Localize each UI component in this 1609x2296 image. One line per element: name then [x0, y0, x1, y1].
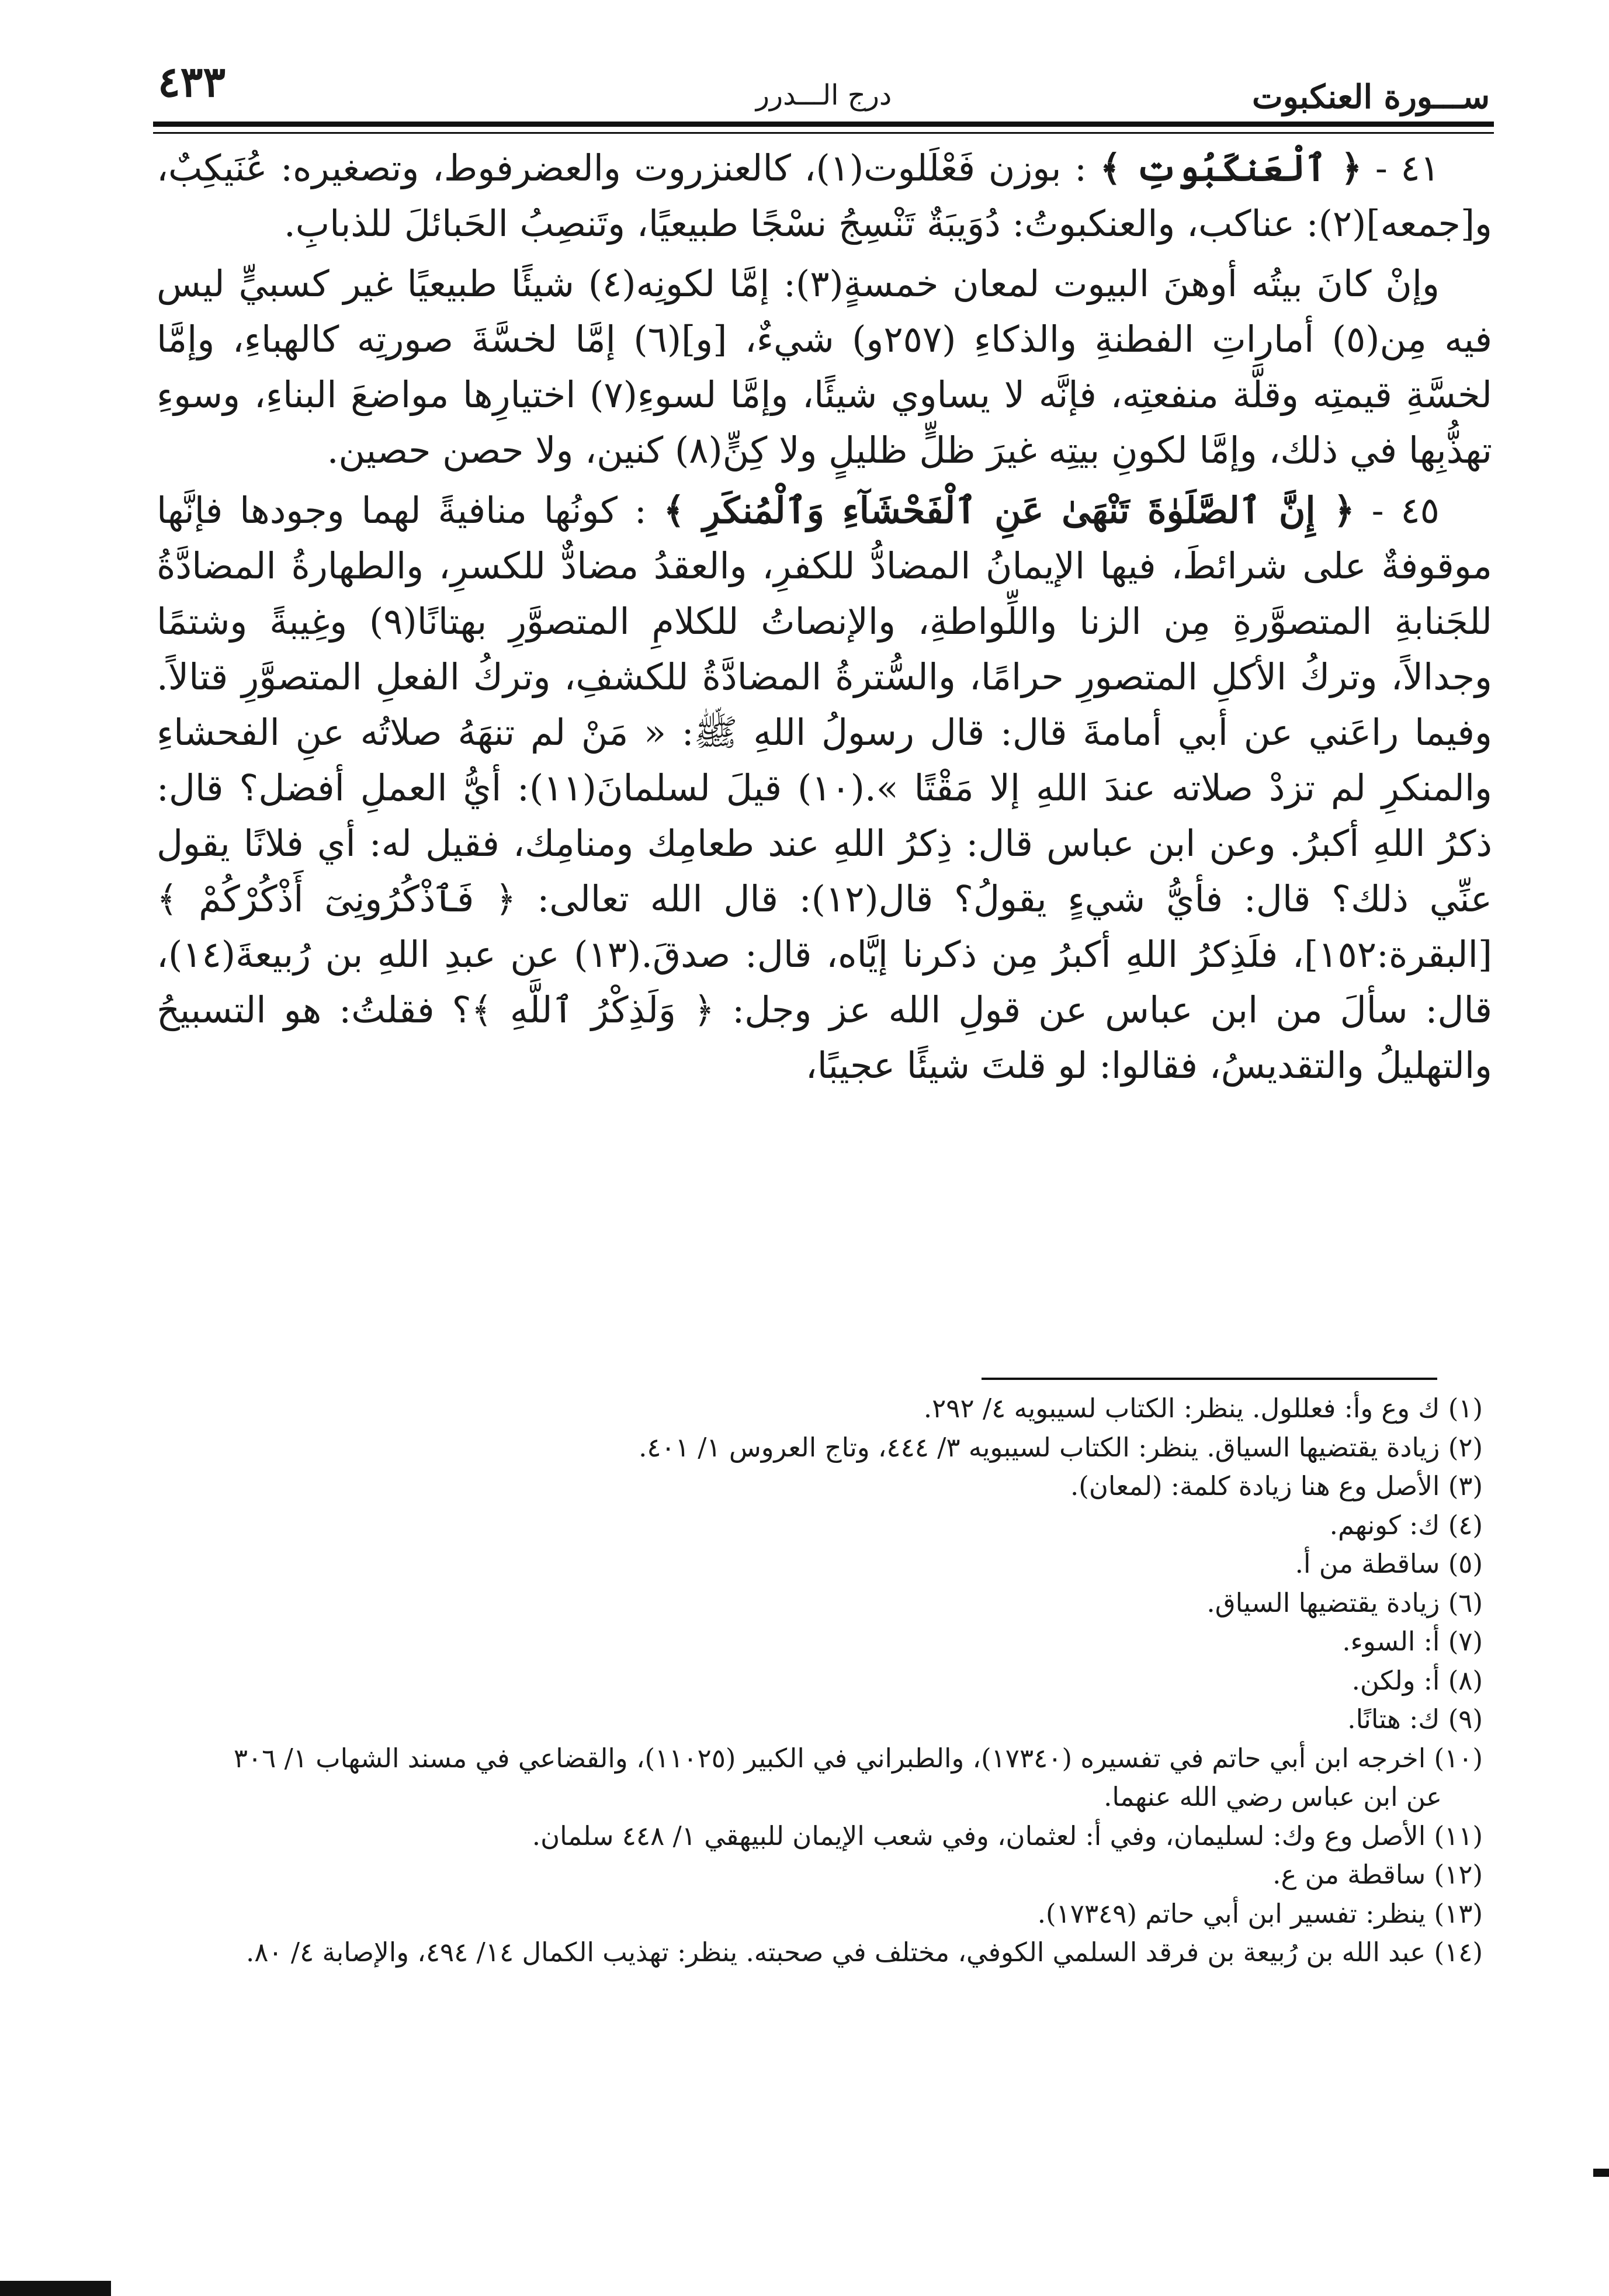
- verse-number: ٤٥ -: [1371, 489, 1440, 532]
- page-number: ٤٣٣: [158, 57, 226, 106]
- paragraph-spider-house: [157, 256, 1492, 478]
- paragraph-verse-41: [157, 140, 1492, 251]
- footnote-separator: [982, 1378, 1437, 1380]
- footnote-3: (٣) الأصل وع هنا زيادة كلمة: (لمعان).: [1070, 1470, 1483, 1501]
- scan-corner-mark: [0, 2281, 111, 2296]
- footnote-10-continued: عن ابن عباس رضي الله عنهما.: [1104, 1781, 1442, 1812]
- quran-quote: ﴿ إِنَّ ٱلصَّلَوٰةَ تَنْهَىٰ عَنِ ٱلْفَحْشَآءِ وَٱلْمُنكَرِ ﴾: [663, 489, 1355, 532]
- paragraph-verse-45: [157, 483, 1492, 1093]
- paragraph-text: : كونُها منافيةً لهما وجودها فإنَّها موقوفةٌ على شرائطَ، فيها الإيمانُ المضادُّ للكفرِ، والعقدُ مضادٌّ للكسرِ، والطهارةُ المضادَّةُ للجَنابةِ المتصوَّرةِ مِن الزنا واللِّواطةِ، والإنصاتُ للكلامِ المتصوَّرِ بهتانًا(٩) وغِيبةً وشتمًا وجدالاً، وتركُ الأكلِ المتصورِ حرامًا، والسُّترةُ المضادَّةُ للكشفِ، وتركُ الفعلِ المتصوَّرِ قتالاً. وفيما راعَني عن أبي أمامةَ قال: قال رسولُ اللهِ ﷺ: « مَنْ لم تنهَهُ صلاتُه عنِ الفحشاءِ والمنكرِ لم تزدْ صلاته عندَ اللهِ إلا مَقْتًا ».(١٠) قيلَ لسلمانَ(١١): أيُّ العملِ أفضل؟ قال: ذكرُ اللهِ أكبرُ. وعن ابن عباس قال: ذِكرُ اللهِ عند طعامِك ومنامِك، فقيل له: أي فلانًا يقول عنِّي ذلك؟ قال: فأيُّ شيءٍ يقولُ؟ قال(١٢): قال الله تعالى: ﴿ فَٱذْكُرُونِىٓ أَذْكُرْكُمْ ﴾ [البقرة:١٥٢]، فلَذِكرُ اللهِ أكبرُ مِن ذكرنا إيَّاه، قال: صدقَ.(١٣) عن عبدِ اللهِ بن رُبيعةَ(١٤)، قال: سألَ من ابن عباس عن قولِ الله عز وجل: ﴿ وَلَذِكْرُ ٱللَّهِ ﴾؟ فقلتُ: هو التسبيحُ والتهليلُ والتقديسُ، فقالوا: لو قلتَ شيئًا عجيبًا،: [157, 489, 1492, 1087]
- footnote-13: (١٣) ينظر: تفسير ابن أبي حاتم (١٧٣٤٩).: [1037, 1898, 1483, 1929]
- footnotes: [157, 1389, 1483, 2207]
- footnote-4: (٤) ك: كونهم.: [1329, 1509, 1483, 1541]
- paragraph-text: : بوزن فَعْلَلوت(١)، كالعنزروت والعضرفوط، وتصغيره: عُنَيكِبٌ، و[جمعه](٢): عناكب، والعنكبوتُ: دُوَيبَةٌ تَنْسِجُ نسْجًا طبيعيًا، وتَنصِبُ الحَبائلَ للذبابِ.: [157, 147, 1492, 245]
- footnote-12: (١٢) ساقطة من ع.: [1272, 1859, 1483, 1890]
- footnote-9: (٩) ك: هتانًا.: [1347, 1704, 1483, 1735]
- verse-number: ٤١ -: [1375, 147, 1440, 189]
- footnote-1: (١) ك وع وأ: فعللول. ينظر: الكتاب لسيبويه ٤/ ٢٩٢.: [923, 1393, 1483, 1424]
- footnote-6: (٦) زيادة يقتضيها السياق.: [1206, 1587, 1483, 1618]
- footnote-8: (٨) أ: ولكن.: [1351, 1664, 1483, 1696]
- footnote-10: (١٠) اخرجه ابن أبي حاتم في تفسيره (١٧٣٤٠)، والطبراني في الكبير (١١٠٢٥)، والقضاعي في مسند الشهاب ١/ ٣٠٦: [233, 1742, 1483, 1774]
- footnote-2: (٢) زيادة يقتضيها السياق. ينظر: الكتاب لسيبويه ٣/ ٤٤٤، وتاج العروس ١/ ٤٠١.: [639, 1431, 1483, 1463]
- footnote-7: (٧) أ: السوء.: [1342, 1626, 1483, 1657]
- paragraph-text: وإنْ كانَ بيتُه أوهنَ البيوت لمعان خمسةٍ(٣): إمَّا لكونِه(٤) شيئًا طبيعيًا غير كسبيٍّ ليس فيه مِن(٥) أماراتِ الفطنةِ والذكاءِ (٢٥٧و) شيءٌ، [و](٦) إمَّا لخسَّةَ صورتِه كالهباءِ، وإمَّا لخسَّةِ قيمتِه وقلَّة منفعتِه، فإنَّه لا يساوي شيئًا، وإمَّا لسوءِ(٧) اختيارِها مواضعَ البناءِ، وسوءِ تهذُّبِها في ذلك، وإمَّا لكونِ بيتِه غيرَ ظلٍّ ظليلٍ ولا كِنٍّ(٨) كنين، ولا حصن حصين.: [157, 262, 1492, 471]
- running-head-surah: ســـورة العنكبوت: [1252, 78, 1490, 116]
- page-header: [158, 56, 1490, 120]
- running-head-book-title: درج الـــدرر: [755, 79, 892, 112]
- footnote-5: (٥) ساقطة من أ.: [1295, 1548, 1483, 1579]
- header-rule-thin: [153, 132, 1494, 134]
- quran-quote: ﴿ ٱلْعَنكَبُوتِ ﴾: [1100, 147, 1362, 189]
- footnote-11: (١١) الأصل وع وك: لسليمان، وفي أ: لعثمان، وفي شعب الإيمان للبيهقي ١/ ٤٤٨ سلمان.: [532, 1820, 1483, 1851]
- scan-edge-mark: [1593, 2169, 1609, 2177]
- header-rule-thick: [153, 122, 1494, 127]
- main-text: [157, 140, 1492, 1288]
- footnote-14: (١٤) عبد الله بن رُبيعة بن فرقد السلمي الكوفي، مختلف في صحبته. ينظر: تهذيب الكمال ١٤/ ٤٩٤، والإصابة ٤/ ٨٠.: [245, 1937, 1483, 1968]
